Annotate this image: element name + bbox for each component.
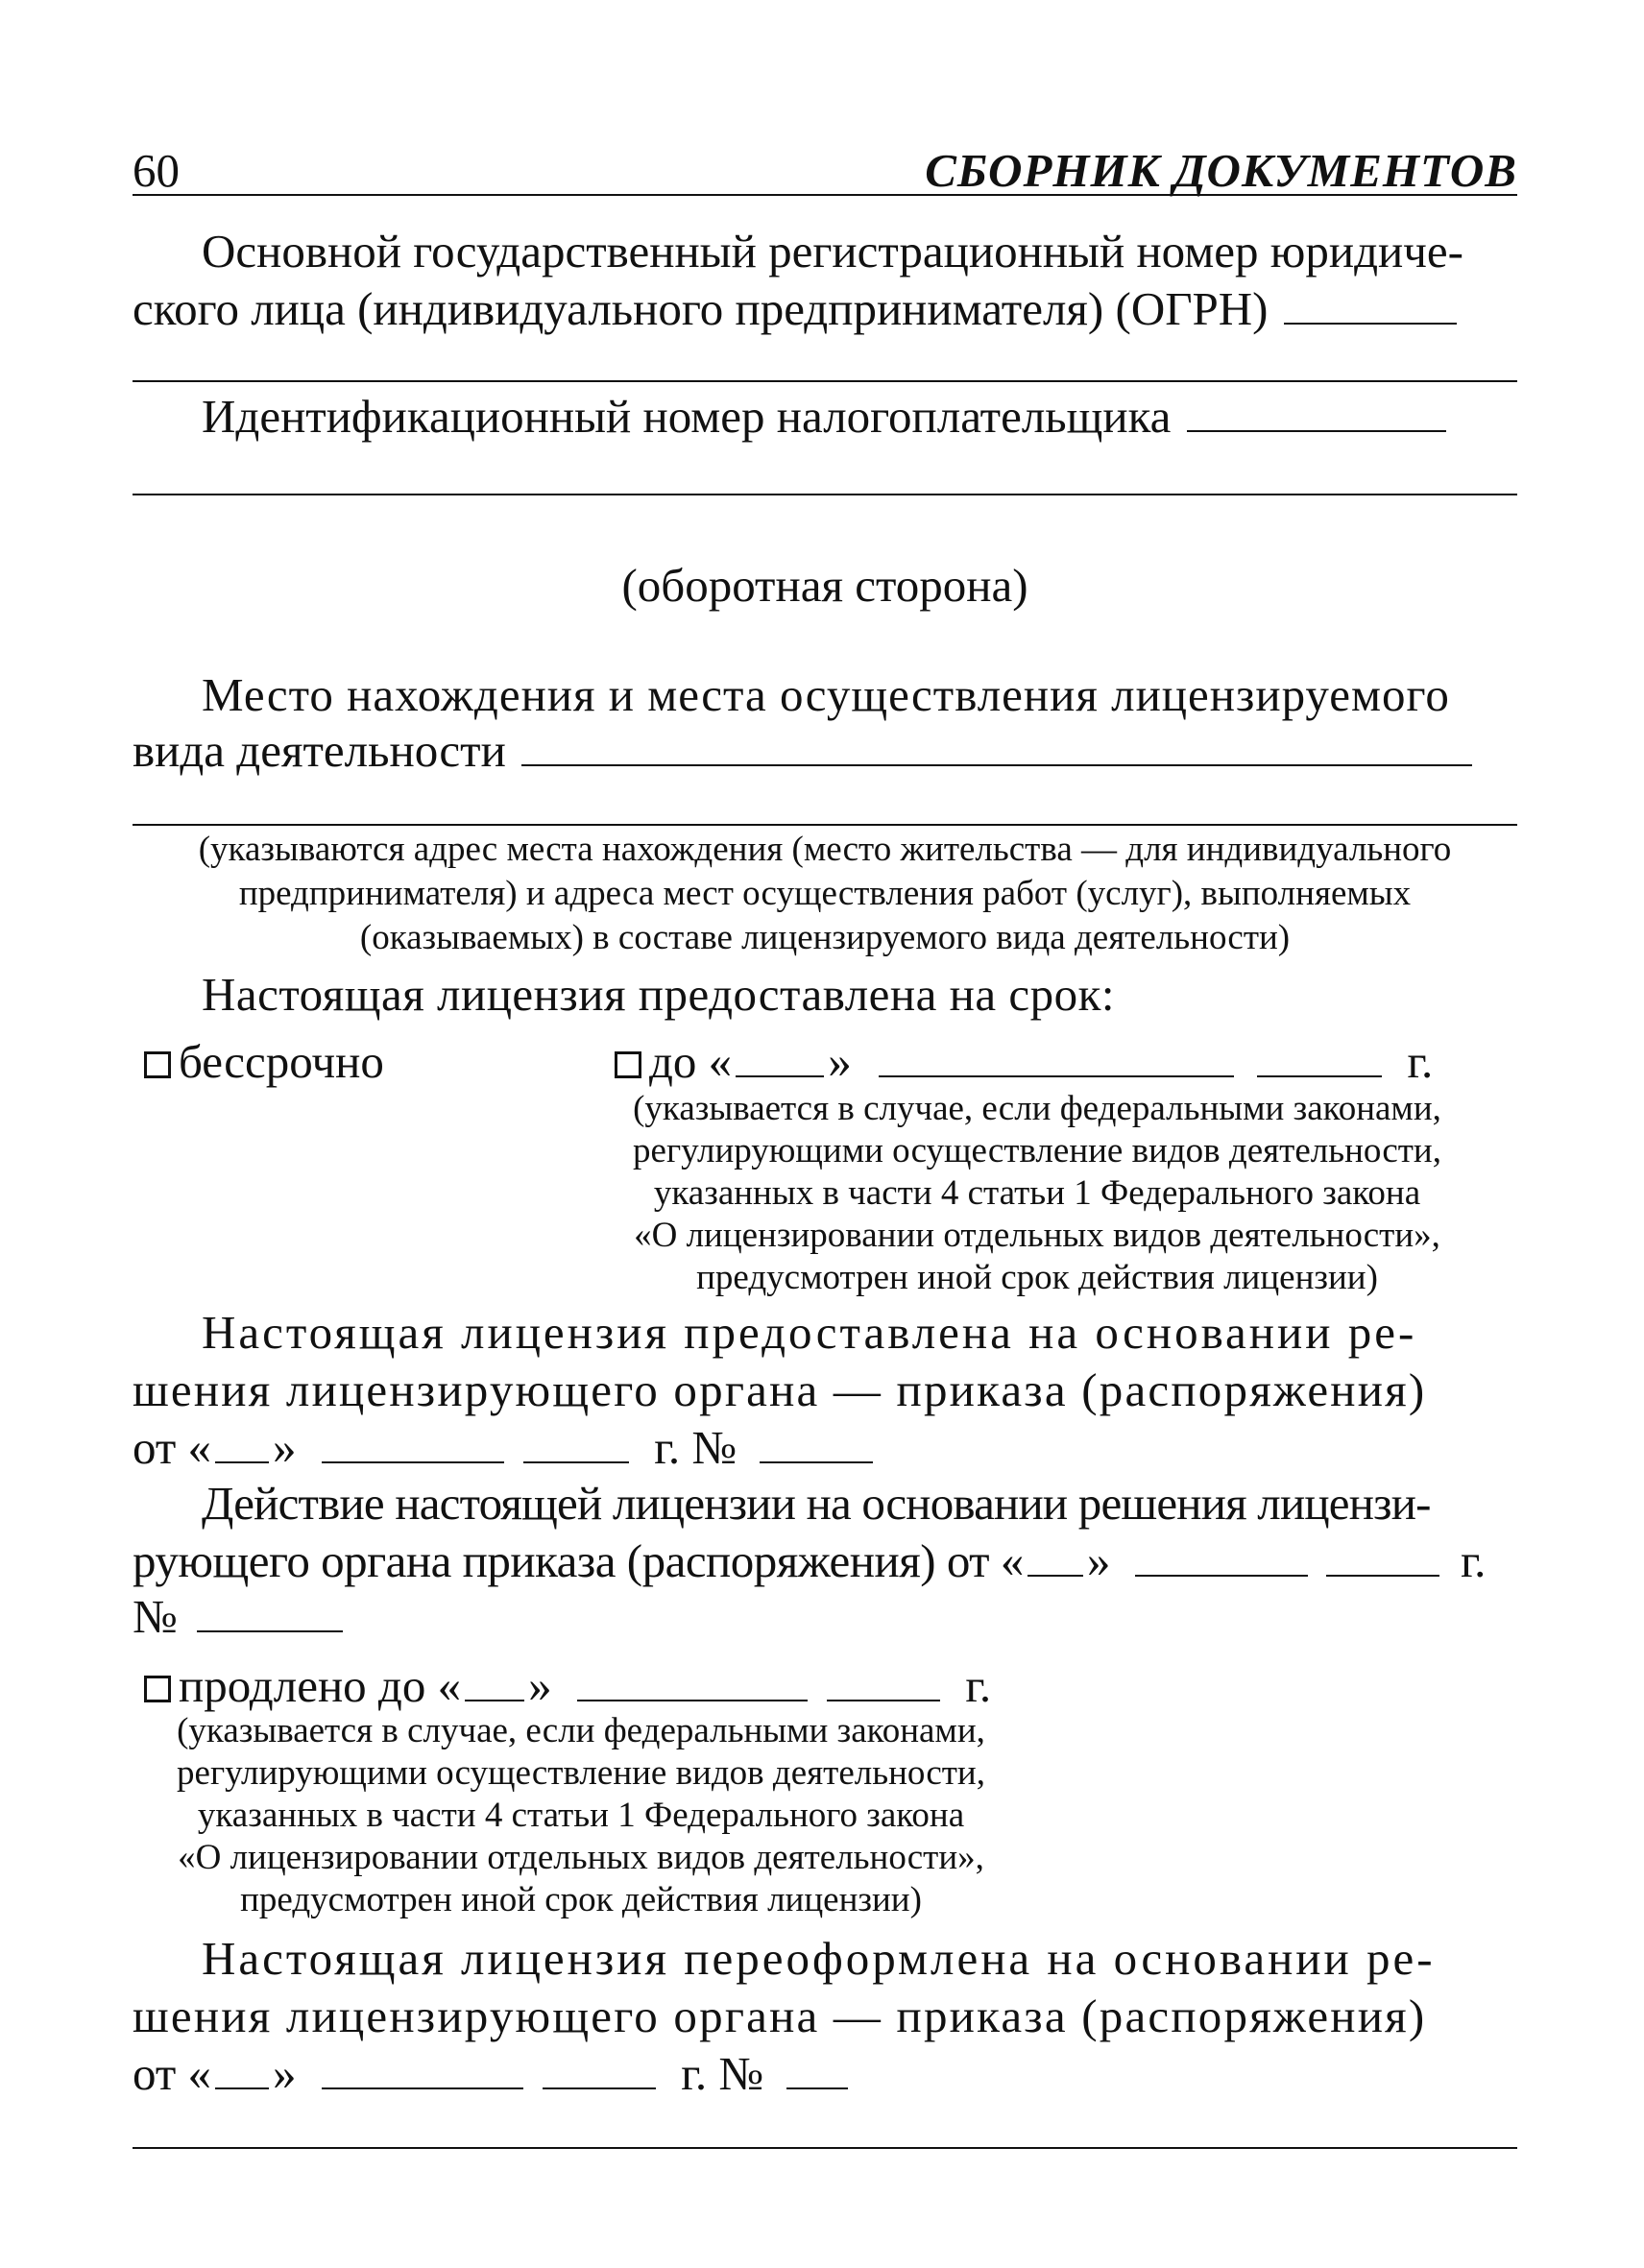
inn-field-continuation[interactable] xyxy=(133,494,1517,495)
location-note-2: предпринимателя) и адреса мест осуществления работ (услуг), выполняемых xyxy=(238,874,1412,913)
extended-note-3: указанных в части 4 статьи 1 Федерального закона xyxy=(197,1796,965,1835)
basis-year-no: г. № xyxy=(654,1421,737,1474)
action-line-1: Действие настоящей лицензии на основании решения лицензи- xyxy=(202,1477,1431,1530)
until-checkbox[interactable] xyxy=(615,1051,641,1078)
location-field[interactable] xyxy=(521,763,1472,766)
basis-month-field[interactable] xyxy=(322,1460,504,1463)
basis-line-1: Настоящая лицензия предоставлена на основании ре- xyxy=(202,1306,1417,1359)
action-line-2-text: рующего органа приказа (распоряжения) от « xyxy=(133,1534,1024,1587)
reissued-field-continuation[interactable] xyxy=(133,2147,1517,2149)
action-year: г. xyxy=(1461,1534,1486,1587)
running-title: СБОРНИК ДОКУМЕНТОВ xyxy=(925,144,1517,197)
extended-checkbox[interactable] xyxy=(144,1676,171,1702)
action-no: № xyxy=(133,1590,178,1643)
basis-line-2: шения лицензирующего органа — приказа (распоряжения) xyxy=(133,1363,1427,1416)
location-line-2 xyxy=(133,722,1476,780)
reissued-month-field[interactable] xyxy=(322,2087,523,2089)
ogrn-field[interactable] xyxy=(1284,322,1457,325)
until-quote-close: » xyxy=(828,1035,852,1088)
ogrn-line-2 xyxy=(133,280,1461,338)
inn-line xyxy=(202,388,1450,446)
action-number-field[interactable] xyxy=(197,1629,343,1632)
basis-quote-close: » xyxy=(273,1421,297,1474)
until-year-field[interactable] xyxy=(1257,1074,1382,1077)
basis-year-field[interactable] xyxy=(523,1460,629,1463)
until-year-suffix: г. xyxy=(1407,1035,1434,1088)
action-year-field[interactable] xyxy=(1326,1574,1439,1577)
location-line-1: Место нахождения и места осуществления лицензируемого xyxy=(202,668,1450,721)
indefinite-checkbox[interactable] xyxy=(144,1051,171,1078)
term-until-option[interactable] xyxy=(615,1033,1433,1091)
term-indefinite-option[interactable] xyxy=(144,1033,384,1091)
extended-note-1: (указывается в случае, если федеральными законами, xyxy=(177,1711,985,1750)
action-day-field[interactable] xyxy=(1028,1574,1083,1577)
indefinite-label: бессрочно xyxy=(179,1035,384,1088)
extended-note-4: «О лицензировании отдельных видов деятельности», xyxy=(178,1838,984,1877)
extended-day-field[interactable] xyxy=(465,1699,524,1701)
action-line-3 xyxy=(133,1588,347,1646)
reissued-quote-close: » xyxy=(273,2047,297,2100)
location-note-1: (указываются адрес места нахождения (место жительства — для индивидуального xyxy=(198,830,1452,869)
term-note-2: регулирующими осуществление видов деятельности, xyxy=(633,1131,1441,1170)
action-quote-close: » xyxy=(1086,1534,1110,1587)
until-prefix: до « xyxy=(649,1035,733,1088)
basis-number-field[interactable] xyxy=(760,1460,873,1463)
term-note-5: предусмотрен иной срок действия лицензии) xyxy=(696,1258,1378,1297)
ogrn-label: ского лица (индивидуального предпринимателя) (ОГРН) xyxy=(133,282,1269,335)
reissued-line-2: шения лицензирующего органа — приказа (распоряжения) xyxy=(133,1990,1427,2042)
reissued-from-prefix: от « xyxy=(133,2047,212,2100)
extended-quote-close: » xyxy=(528,1659,552,1712)
term-heading: Настоящая лицензия предоставлена на срок: xyxy=(202,968,1116,1021)
ogrn-field-continuation[interactable] xyxy=(133,380,1517,382)
extended-note-2: регулирующими осуществление видов деятельности, xyxy=(177,1753,985,1793)
extended-note-5: предусмотрен иной срок действия лицензии) xyxy=(240,1880,922,1919)
term-note-1: (указывается в случае, если федеральными законами, xyxy=(633,1089,1441,1128)
action-month-field[interactable] xyxy=(1135,1574,1308,1577)
reverse-side-heading: (оборотная сторона) xyxy=(621,559,1028,612)
location-field-continuation[interactable] xyxy=(133,824,1517,826)
reissued-number-field[interactable] xyxy=(786,2087,848,2089)
term-note-3: указанных в части 4 статьи 1 Федерального закона xyxy=(653,1173,1421,1213)
basis-from-prefix: от « xyxy=(133,1421,212,1474)
header-rule xyxy=(133,194,1517,196)
inn-field[interactable] xyxy=(1187,429,1446,432)
basis-day-field[interactable] xyxy=(215,1460,269,1463)
location-note-3: (оказываемых) в составе лицензируемого вида деятельности) xyxy=(359,918,1291,957)
extended-year: г. xyxy=(965,1659,992,1712)
reissued-year-no: г. № xyxy=(681,2047,764,2100)
location-label: вида деятельности xyxy=(133,724,506,777)
page-number: 60 xyxy=(133,144,180,197)
reissued-day-field[interactable] xyxy=(215,2087,269,2089)
until-day-field[interactable] xyxy=(736,1074,824,1077)
extended-year-field[interactable] xyxy=(827,1699,940,1701)
reissued-line-1: Настоящая лицензия переоформлена на основании ре- xyxy=(202,1932,1436,1985)
extended-option[interactable] xyxy=(144,1657,991,1715)
reissued-line-3 xyxy=(133,2045,852,2103)
term-note-4: «О лицензировании отдельных видов деятельности», xyxy=(634,1216,1440,1255)
ogrn-line-1: Основной государственный регистрационный номер юридиче- xyxy=(202,225,1463,277)
inn-label: Идентификационный номер налогоплательщика xyxy=(202,390,1172,443)
until-month-field[interactable] xyxy=(879,1074,1234,1077)
basis-line-3 xyxy=(133,1419,877,1477)
extended-label: продлено до « xyxy=(179,1659,462,1712)
reissued-year-field[interactable] xyxy=(543,2087,656,2089)
action-line-2 xyxy=(133,1532,1486,1590)
extended-month-field[interactable] xyxy=(577,1699,808,1701)
